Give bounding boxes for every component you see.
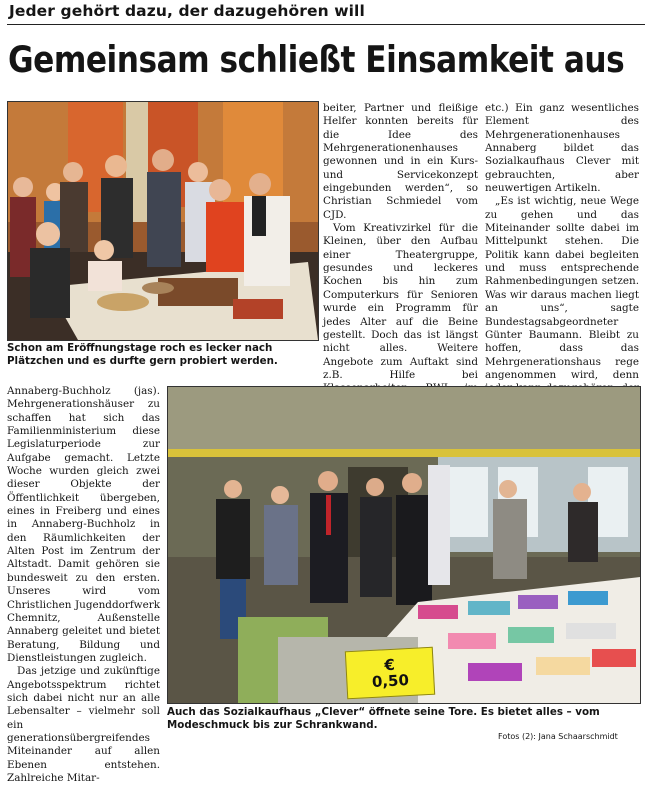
photo-baking xyxy=(7,101,319,341)
photo-baking-caption: Schon am Eröffnungstage roch es lecker nach Plätzchen und es durfte gern probiert werden. xyxy=(7,342,278,367)
baking-scene-illustration xyxy=(8,102,318,340)
paragraph: Annaberg-Buchholz (jas). Mehrgenerationshäuser zu schaffen hat sich das Familienministerium diese Legislaturperiode zur Aufgabe gemacht. Letzte Woche wurden gleich zwei dieser Objekte der Öffentlichkeit übergeben, eines in Freiberg und eines in Annaberg-Buchholz in den Räumlichkeiten der Alten Post im Zentrum der Altstadt. Damit gehören sie bundesweit zu den ersten. Unseres wird vom Christlichen Jugenddorfwerk Chemnitz, Außenstelle Annaberg geleitet und bietet Beratung, Bildung und Dienstleistungen zugleich. xyxy=(7,385,160,664)
photo-store-caption: Auch das Sozialkaufhaus „Clever“ öffnete seine Tore. Es bietet alles – vom Modeschmuck bis zur Schrankwand. xyxy=(167,706,600,731)
column-right xyxy=(485,102,639,409)
headline: Gemeinsam schließt Einsamkeit aus xyxy=(8,38,625,81)
paragraph: „Es ist wichtig, neue Wege zu gehen und das Miteinander sollte dabei im Mittelpunkt stehen. Die Politik kann dabei begleiten und muss entsprechende Rahmenbedingungen setzen. Was wir daraus machen liegt an uns“, sagte Bundestagsabgeordneter Günter Baumann. Bleibt zu hoffen, dass das Mehrgenerationshaus rege angenommen wird, denn xyxy=(485,195,639,381)
paragraph: Vom Kreativzirkel für die Kleinen, über den Aufbau einer Theatergruppe, gesundes und leckeres Kochen bis hin zum Computerkurs für Senioren wurde ein Programm für jedes Alter auf die Beine gestellt. Doch das ist längst nicht alles. Weitere Angebote zum Auftakt sind z.B. Hilfe bei xyxy=(323,222,478,381)
paragraph: etc.) Ein ganz wesentliches Element des Mehrgenerationenhauses Annaberg bildet das Sozialkaufhaus Clever mit gebrauchten, aber neuwertigen Artikeln. xyxy=(485,102,639,195)
column-left xyxy=(7,385,160,785)
photo-store xyxy=(167,386,641,704)
photo-credit: Fotos (2): Jana Schaarschmidt xyxy=(498,732,618,741)
paragraph: beiter, Partner und fleißige Helfer konnten bereits für die Idee des Mehrgenerationenhauses gewonnen und in ein Kurs- und Servicekonzept eingebunden werden“, so Christian Schmiedel vom CJD. xyxy=(323,102,478,221)
price-sign xyxy=(345,647,435,700)
kicker: Jeder gehört dazu, der dazugehören will xyxy=(9,2,365,20)
price-sign-text: € 0,50 xyxy=(371,655,410,691)
paragraph: Das jetzige und zukünftige Angebotsspektrum richtet sich dabei nicht nur an alle Lebensalter – vielmehr soll ein generationsübergreifendes Miteinander auf allen Ebenen entstehen. Zahlreiche Mitar- xyxy=(7,665,160,784)
kicker-rule xyxy=(7,24,645,25)
